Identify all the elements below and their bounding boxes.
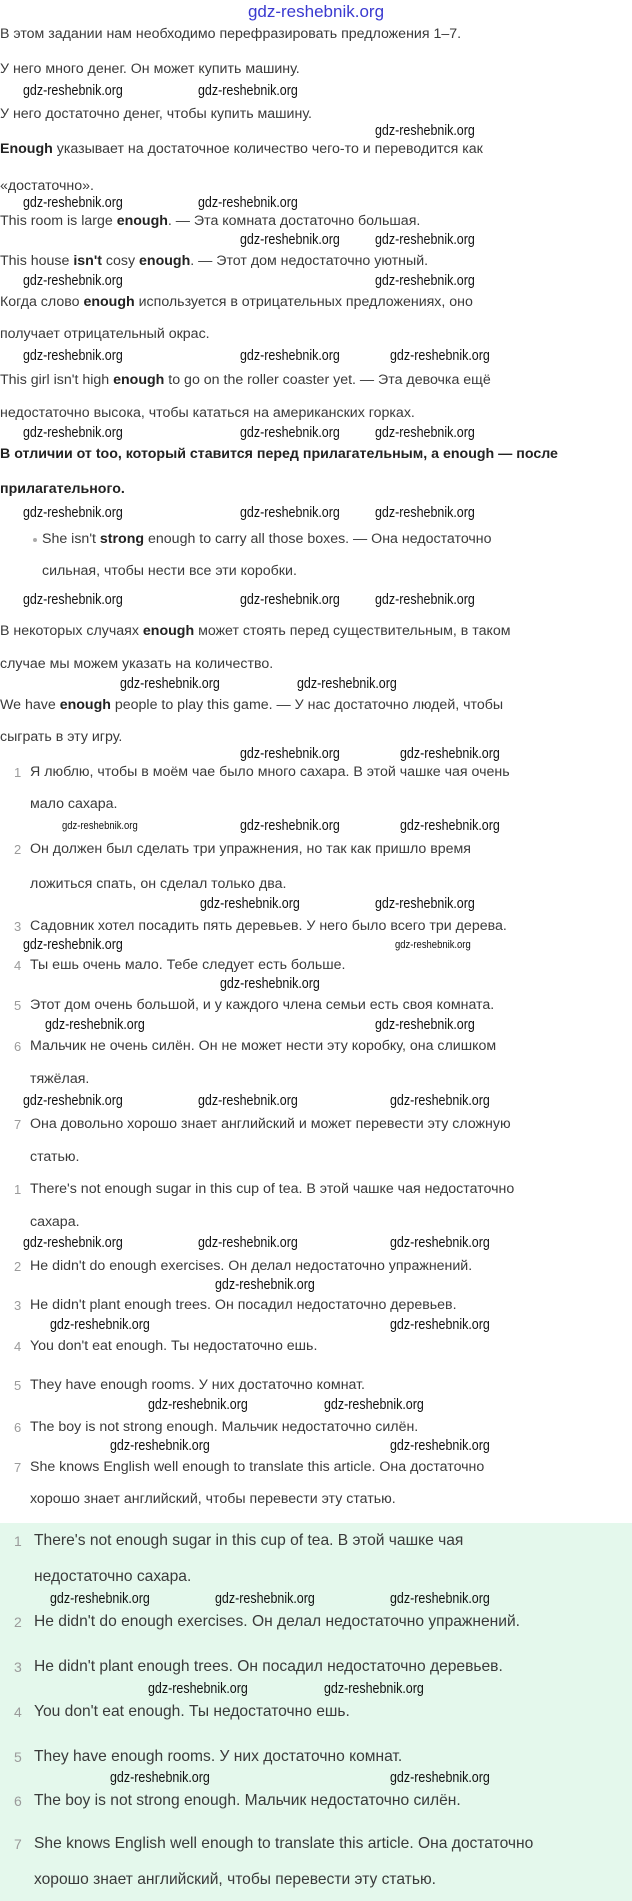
watermark: gdz-reshebnik.org	[390, 1770, 490, 1786]
watermark: gdz-reshebnik.org	[390, 1317, 490, 1333]
text: . — Эта комната достаточно большая.	[167, 213, 421, 229]
item-text: Ты ешь очень мало. Тебе следует есть больше.	[30, 957, 346, 973]
item-number: 4	[14, 958, 22, 973]
text: to go on the roller coaster yet. — Эта девочка ещё	[164, 372, 491, 388]
watermark: gdz-reshebnik.org	[148, 1681, 248, 1697]
paragraph	[0, 697, 503, 714]
item-number: 2	[14, 1259, 22, 1274]
paragraph	[0, 294, 473, 311]
watermark: gdz-reshebnik.org	[23, 1235, 123, 1251]
text: Когда слово	[0, 294, 84, 310]
watermark: gdz-reshebnik.org	[375, 232, 475, 248]
text: используется в отрицательных предложениях, оно	[134, 294, 473, 310]
watermark: gdz-reshebnik.org	[23, 1093, 123, 1109]
item-text: He didn't do enough exercises. Он делал недостаточно упражнений.	[30, 1258, 473, 1274]
item-text-cont: недостаточно сахара.	[34, 1568, 192, 1585]
watermark: gdz-reshebnik.org	[240, 232, 340, 248]
watermark: gdz-reshebnik.org	[120, 676, 220, 692]
item-number: 5	[14, 1749, 22, 1765]
text: This room is large	[0, 213, 117, 229]
item-text-cont: хорошо знает английский, чтобы перевести эту статью.	[30, 1491, 396, 1507]
watermark: gdz-reshebnik.org	[297, 676, 397, 692]
bold-word: Enough	[0, 141, 53, 157]
bold-word: enough	[113, 372, 165, 388]
watermark: gdz-reshebnik.org	[148, 1397, 248, 1413]
watermark: gdz-reshebnik.org	[215, 1591, 315, 1607]
item-number: 5	[14, 1378, 22, 1393]
item-number: 7	[14, 1836, 22, 1852]
watermark: gdz-reshebnik.org	[50, 1317, 150, 1333]
item-number: 7	[14, 1117, 22, 1132]
paragraph	[0, 141, 483, 158]
paragraph	[0, 623, 510, 640]
bullet-item-cont: сильная, чтобы нести все эти коробки.	[42, 563, 297, 579]
item-number: 3	[14, 1298, 22, 1313]
watermark: gdz-reshebnik.org	[375, 592, 475, 608]
watermark: gdz-reshebnik.org	[220, 976, 320, 992]
watermark: gdz-reshebnik.org	[240, 818, 340, 834]
item-text-cont: статью.	[30, 1149, 80, 1165]
text: может стоять перед существительным, в таком	[194, 623, 511, 639]
item-number: 2	[14, 1614, 22, 1630]
watermark: gdz-reshebnik.org	[375, 273, 475, 289]
watermark: gdz-reshebnik.org	[23, 425, 123, 441]
watermark: gdz-reshebnik.org	[198, 1235, 298, 1251]
paragraph: «достаточно».	[0, 178, 94, 194]
watermark: gdz-reshebnik.org	[110, 1438, 210, 1454]
watermark: gdz-reshebnik.org	[375, 505, 475, 521]
watermark: gdz-reshebnik.org	[23, 592, 123, 608]
item-number: 1	[14, 765, 22, 780]
watermark: gdz-reshebnik.org	[23, 937, 123, 953]
item-text: She knows English well enough to translate this article. Она достаточно	[34, 1835, 534, 1852]
watermark: gdz-reshebnik.org	[395, 939, 471, 951]
site-logo[interactable]: gdz-reshebnik.org	[247, 2, 385, 21]
text: указывает на достаточное количество чего-то и переводится как	[52, 141, 483, 157]
text: We have	[0, 697, 60, 713]
paragraph: случае мы можем указать на количество.	[0, 656, 274, 672]
item-text: There's not enough sugar in this cup of tea. В этой чашке чая	[34, 1532, 464, 1549]
item-number: 7	[14, 1460, 22, 1475]
item-number: 4	[14, 1339, 22, 1354]
paragraph: получает отрицательный окрас.	[0, 326, 210, 342]
paragraph: сыграть в эту игру.	[0, 729, 123, 745]
item-text: He didn't plant enough trees. Он посадил недостаточно деревьев.	[30, 1297, 457, 1313]
watermark: gdz-reshebnik.org	[375, 123, 475, 139]
text: people to play this game. — У нас достаточно людей, чтобы	[110, 697, 504, 713]
watermark: gdz-reshebnik.org	[23, 195, 123, 211]
watermark: gdz-reshebnik.org	[240, 592, 340, 608]
item-text: Я люблю, чтобы в моём чае было много сахара. В этой чашке чая очень	[30, 764, 510, 780]
item-text-cont: ложиться спать, он сделал только два.	[30, 876, 287, 892]
watermark: gdz-reshebnik.org	[390, 348, 490, 364]
text: cosy	[101, 253, 140, 269]
bold-paragraph: прилагательного.	[0, 481, 125, 497]
paragraph: У него достаточно денег, чтобы купить машину.	[0, 106, 312, 122]
paragraph	[0, 253, 428, 270]
paragraph	[0, 372, 491, 389]
watermark: gdz-reshebnik.org	[324, 1681, 424, 1697]
item-text: Мальчик не очень силён. Он не может нести эту коробку, она слишком	[30, 1038, 497, 1054]
item-number: 4	[14, 1704, 22, 1720]
item-text: They have enough rooms. У них достаточно комнат.	[30, 1377, 365, 1393]
watermark: gdz-reshebnik.org	[23, 348, 123, 364]
watermark: gdz-reshebnik.org	[200, 896, 300, 912]
watermark: gdz-reshebnik.org	[390, 1093, 490, 1109]
watermark: gdz-reshebnik.org	[198, 1093, 298, 1109]
bold-word: isn't	[73, 253, 102, 269]
item-text: Он должен был сделать три упражнения, но так как пришло время	[30, 841, 471, 857]
item-text: He didn't do enough exercises. Он делал недостаточно упражнений.	[34, 1613, 521, 1630]
watermark: gdz-reshebnik.org	[62, 820, 138, 832]
bold-word: enough	[139, 253, 191, 269]
watermark: gdz-reshebnik.org	[110, 1770, 210, 1786]
text: This house	[0, 253, 74, 269]
item-text-cont: сахара.	[30, 1214, 80, 1230]
item-text: He didn't plant enough trees. Он посадил недостаточно деревьев.	[34, 1658, 503, 1675]
watermark: gdz-reshebnik.org	[400, 818, 500, 834]
watermark: gdz-reshebnik.org	[240, 505, 340, 521]
item-number: 6	[14, 1039, 22, 1054]
paragraph: У него много денег. Он может купить машину.	[0, 61, 300, 77]
item-text: She knows English well enough to translate this article. Она достаточно	[30, 1459, 485, 1475]
item-text: You don't eat enough. Ты недостаточно ешь.	[30, 1338, 318, 1354]
item-text: They have enough rooms. У них достаточно комнат.	[34, 1748, 403, 1765]
watermark: gdz-reshebnik.org	[23, 273, 123, 289]
bold-word: enough	[142, 623, 195, 639]
bullet-icon	[33, 538, 37, 542]
bold-word: enough	[116, 213, 168, 229]
watermark: gdz-reshebnik.org	[23, 505, 123, 521]
watermark: gdz-reshebnik.org	[375, 896, 475, 912]
text: В некоторых случаях	[0, 623, 143, 639]
item-text-cont: тяжёлая.	[30, 1071, 90, 1087]
watermark: gdz-reshebnik.org	[375, 425, 475, 441]
paragraph: В этом задании нам необходимо перефразировать предложения 1–7.	[0, 26, 462, 42]
item-number: 2	[14, 842, 22, 857]
item-text: There's not enough sugar in this cup of tea. В этой чашке чая недостаточно	[30, 1181, 515, 1197]
watermark: gdz-reshebnik.org	[50, 1591, 150, 1607]
watermark: gdz-reshebnik.org	[390, 1591, 490, 1607]
watermark: gdz-reshebnik.org	[198, 195, 298, 211]
watermark: gdz-reshebnik.org	[23, 83, 123, 99]
item-text-cont: хорошо знает английский, чтобы перевести эту статью.	[34, 1871, 436, 1888]
item-number: 6	[14, 1793, 22, 1809]
bold-word: enough	[59, 697, 111, 713]
watermark: gdz-reshebnik.org	[45, 1017, 145, 1033]
watermark: gdz-reshebnik.org	[215, 1277, 315, 1293]
item-text: The boy is not strong enough. Мальчик недостаточно силён.	[34, 1792, 461, 1809]
item-number: 5	[14, 998, 22, 1013]
item-number: 3	[14, 919, 22, 934]
watermark: gdz-reshebnik.org	[375, 1017, 475, 1033]
bold-paragraph: В отличии от too, который ставится перед прилагательным, а enough — после	[0, 446, 558, 462]
watermark: gdz-reshebnik.org	[240, 425, 340, 441]
watermark: gdz-reshebnik.org	[390, 1438, 490, 1454]
item-text-cont: мало сахара.	[30, 796, 118, 812]
item-text: Садовник хотел посадить пять деревьев. У него было всего три дерева.	[30, 918, 507, 934]
bold-word: enough	[83, 294, 135, 310]
bullet-item	[42, 531, 492, 548]
watermark: gdz-reshebnik.org	[240, 746, 340, 762]
watermark: gdz-reshebnik.org	[198, 83, 298, 99]
text: . — Этот дом недостаточно уютный.	[190, 253, 429, 269]
item-text: Она довольно хорошо знает английский и может перевести эту сложную	[30, 1116, 511, 1132]
paragraph	[0, 213, 420, 230]
text: This girl isn't high	[0, 372, 114, 388]
item-number: 6	[14, 1420, 22, 1435]
watermark: gdz-reshebnik.org	[390, 1235, 490, 1251]
item-number: 3	[14, 1659, 22, 1675]
watermark: gdz-reshebnik.org	[324, 1397, 424, 1413]
watermark: gdz-reshebnik.org	[400, 746, 500, 762]
watermark: gdz-reshebnik.org	[240, 348, 340, 364]
item-text: You don't eat enough. Ты недостаточно ешь.	[34, 1703, 350, 1720]
item-number: 1	[14, 1533, 22, 1549]
text: enough to carry all those boxes. — Она недостаточно	[144, 531, 492, 547]
item-text: The boy is not strong enough. Мальчик недостаточно силён.	[30, 1419, 419, 1435]
bold-word: strong	[99, 531, 145, 547]
paragraph: недостаточно высока, чтобы кататься на американских горках.	[0, 405, 415, 421]
item-text: Этот дом очень большой, и у каждого члена семьи есть своя комната.	[30, 997, 495, 1013]
item-number: 1	[14, 1182, 22, 1197]
text: She isn't	[42, 531, 100, 547]
